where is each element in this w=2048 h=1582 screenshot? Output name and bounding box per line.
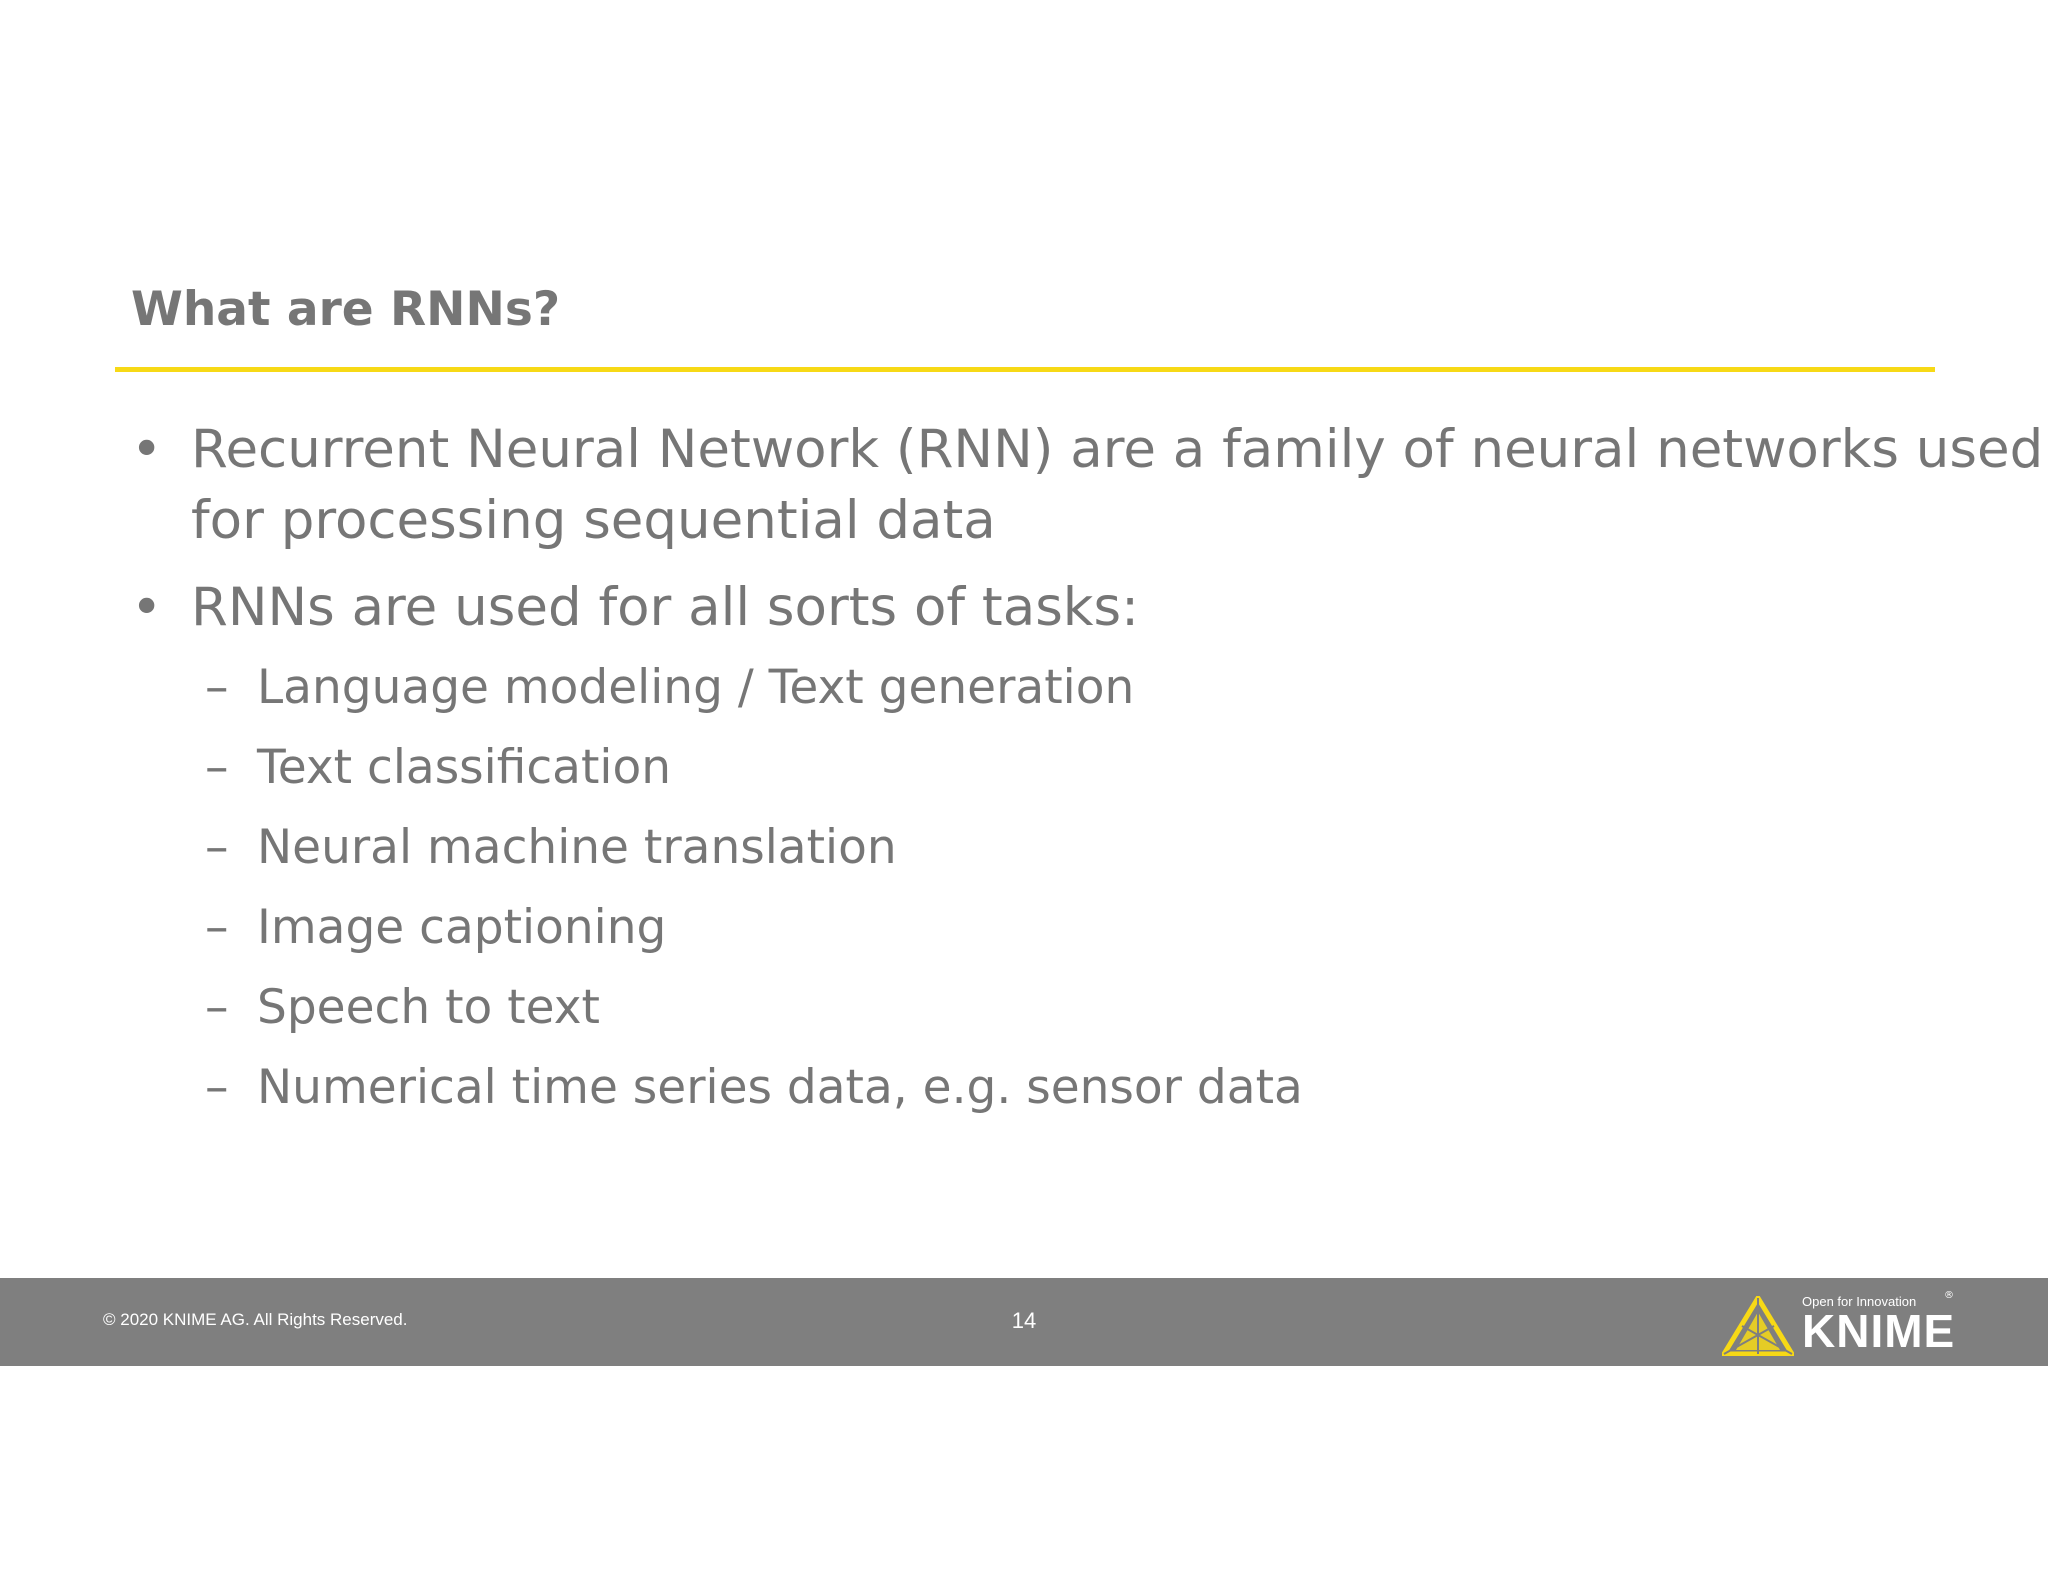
sub-bullet-item: [205, 978, 600, 1038]
page-number: 14: [1011, 1308, 1037, 1333]
registered-mark: ®: [1944, 1290, 1954, 1301]
slide-title: What are RNNs?: [131, 282, 561, 337]
sub-bullet-marker: –: [205, 980, 229, 1035]
sub-bullet-item: [205, 1058, 1303, 1118]
sub-bullet-text: Numerical time series data, e.g. sensor data: [257, 1060, 1303, 1115]
sub-bullet-item: [205, 818, 897, 878]
sub-bullet-marker: –: [205, 900, 229, 955]
sub-bullet-marker: –: [205, 820, 229, 875]
copyright-notice: © 2020 KNIME AG. All Rights Reserved.: [103, 1310, 408, 1329]
sub-bullet-marker: –: [205, 740, 229, 795]
bullet-text: RNNs are used for all sorts of tasks:: [191, 577, 1139, 638]
bullet-text-line: Recurrent Neural Network (RNN) are a family of neural networks used: [191, 419, 2044, 480]
knime-logo: [1722, 1290, 1958, 1356]
bullet-marker: •: [131, 577, 163, 638]
bullet-marker: •: [131, 419, 163, 480]
sub-bullet-text: Neural machine translation: [257, 820, 897, 875]
sub-bullet-item: [205, 898, 666, 958]
sub-bullet-text: Text classification: [257, 740, 672, 795]
sub-bullet-marker: –: [205, 660, 229, 715]
sub-bullet-text: Speech to text: [257, 980, 600, 1035]
sub-bullet-text: Language modeling / Text generation: [257, 660, 1135, 715]
sub-bullet-item: [205, 738, 671, 798]
bullet-text: [191, 414, 2044, 556]
knime-triangle-icon: [1722, 1296, 1794, 1356]
bullet-text-line: for processing sequential data: [191, 490, 996, 551]
logo-tagline: Open for Innovation: [1802, 1294, 1917, 1309]
logo-wordmark: KNIME: [1802, 1305, 1956, 1357]
sub-bullet-text: Image captioning: [257, 900, 667, 955]
sub-bullet-item: [205, 658, 1134, 718]
title-underline: [115, 367, 1935, 372]
sub-bullet-marker: –: [205, 1060, 229, 1115]
